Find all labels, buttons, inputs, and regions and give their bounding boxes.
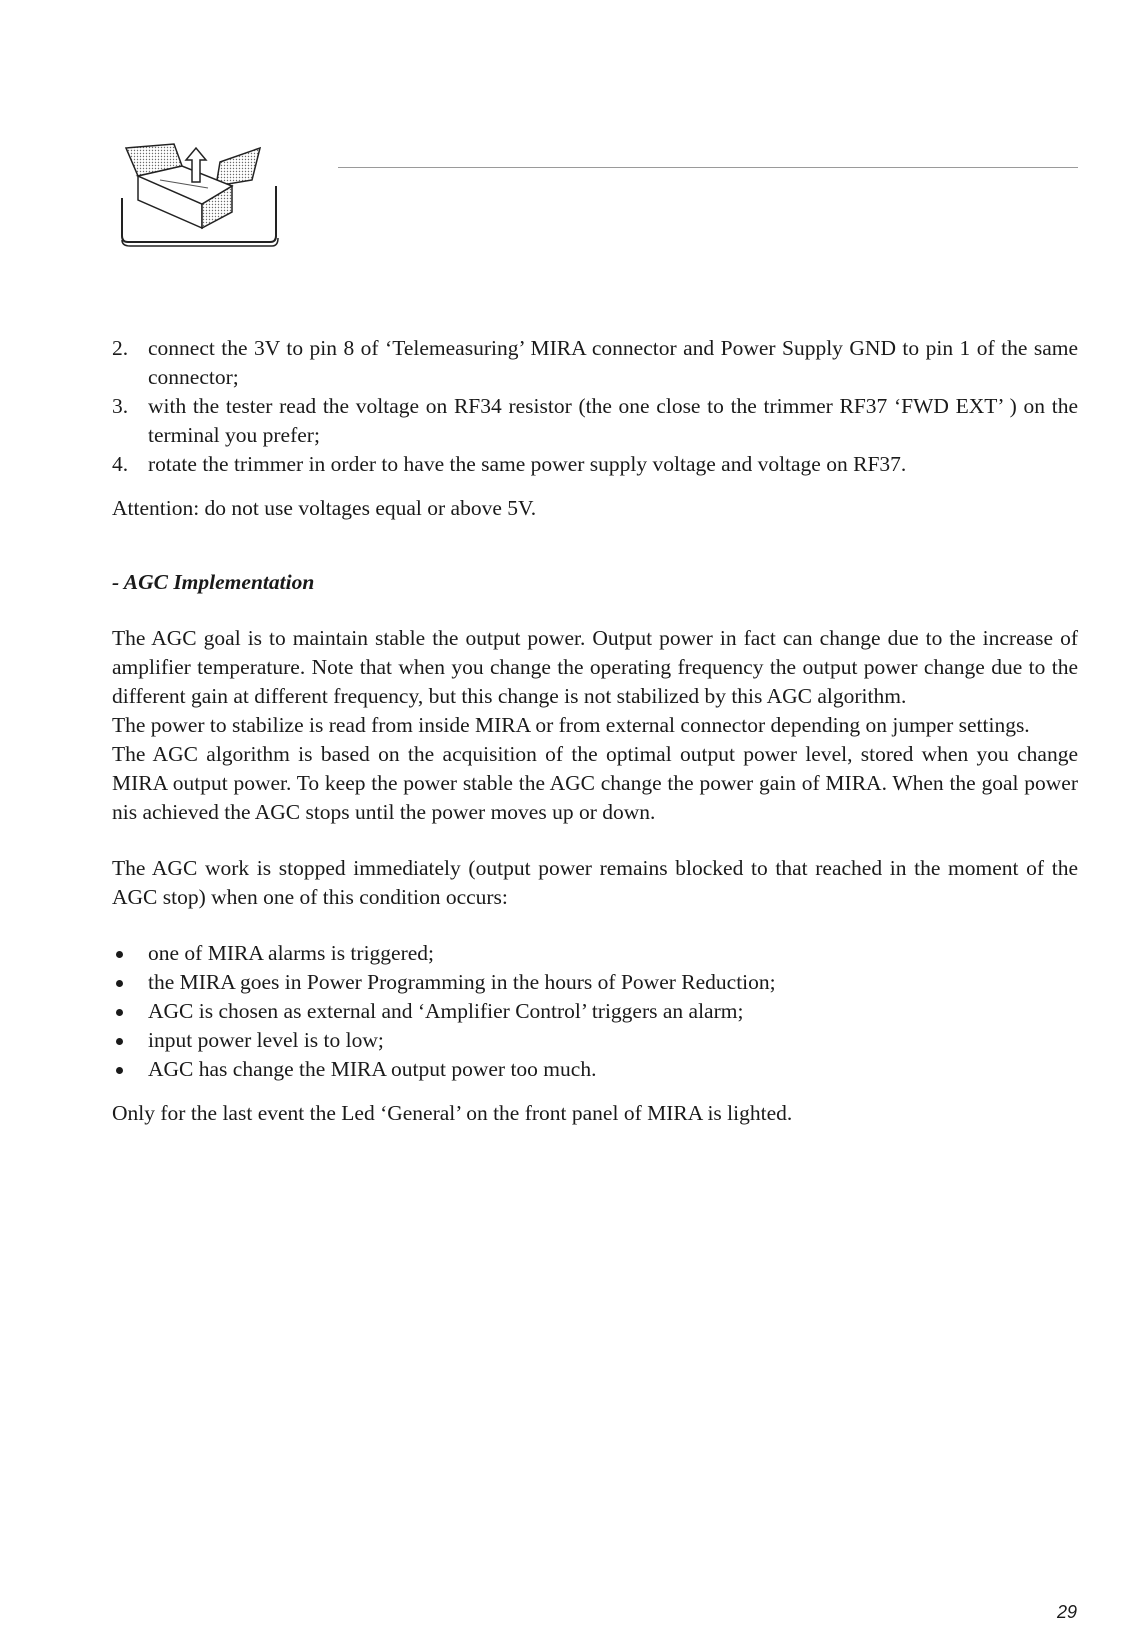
step-number: 3.	[112, 394, 129, 418]
list-item: the MIRA goes in Power Programming in the hours of Power Reduction;	[112, 968, 1078, 997]
list-item: AGC has change the MIRA output power too much.	[112, 1055, 1078, 1084]
steps-list	[112, 334, 1078, 479]
step-text: with the tester read the voltage on RF34 resistor (the one close to the trimmer RF37 ‘FWD EXT’ ) on the terminal you prefer;	[148, 394, 1078, 447]
list-item	[112, 392, 1078, 450]
closing-paragraph: Only for the last event the Led ‘General’ on the front panel of MIRA is lighted.	[112, 1101, 793, 1125]
paragraph: The AGC algorithm is based on the acquisition of the optimal output power level, stored when you change MIRA output power. To keep the power stable the AGC change the power gain of MIRA. When the goal power nis achieved the AGC stops until the power moves up or down.	[112, 742, 1078, 824]
header-rule	[338, 167, 1078, 168]
attention-note: Attention: do not use voltages equal or above 5V.	[112, 496, 537, 520]
step-text: connect the 3V to pin 8 of ‘Telemeasuring’ MIRA connector and Power Supply GND to pin 1 of the same connector;	[148, 336, 1078, 389]
step-number: 4.	[112, 452, 129, 476]
list-item: AGC is chosen as external and ‘Amplifier Control’ triggers an alarm;	[112, 997, 1078, 1026]
list-item: one of MIRA alarms is triggered;	[112, 939, 1078, 968]
conditions-list	[112, 939, 1078, 1084]
page-content	[112, 334, 1078, 1128]
list-item	[112, 334, 1078, 392]
list-item	[112, 450, 1078, 479]
paragraph: The AGC goal is to maintain stable the output power. Output power in fact can change due to the increase of amplifier temperature. Note that when you change the operating frequency the output power change due to the different gain at different frequency, but this change is not stabilized by this AGC algorithm.	[112, 626, 1078, 708]
list-item: input power level is to low;	[112, 1026, 1078, 1055]
box-icon	[112, 128, 288, 256]
paragraph: The AGC work is stopped immediately (output power remains blocked to that reached in the moment of the AGC stop) when one of this condition occurs:	[112, 856, 1078, 909]
step-number: 2.	[112, 336, 129, 360]
step-text: rotate the trimmer in order to have the same power supply voltage and voltage on RF37.	[148, 452, 907, 476]
section-heading: - AGC Implementation	[112, 570, 315, 594]
paragraph: The power to stabilize is read from inside MIRA or from external connector depending on jumper settings.	[112, 713, 1030, 737]
page-number: 29	[1056, 1602, 1077, 1622]
